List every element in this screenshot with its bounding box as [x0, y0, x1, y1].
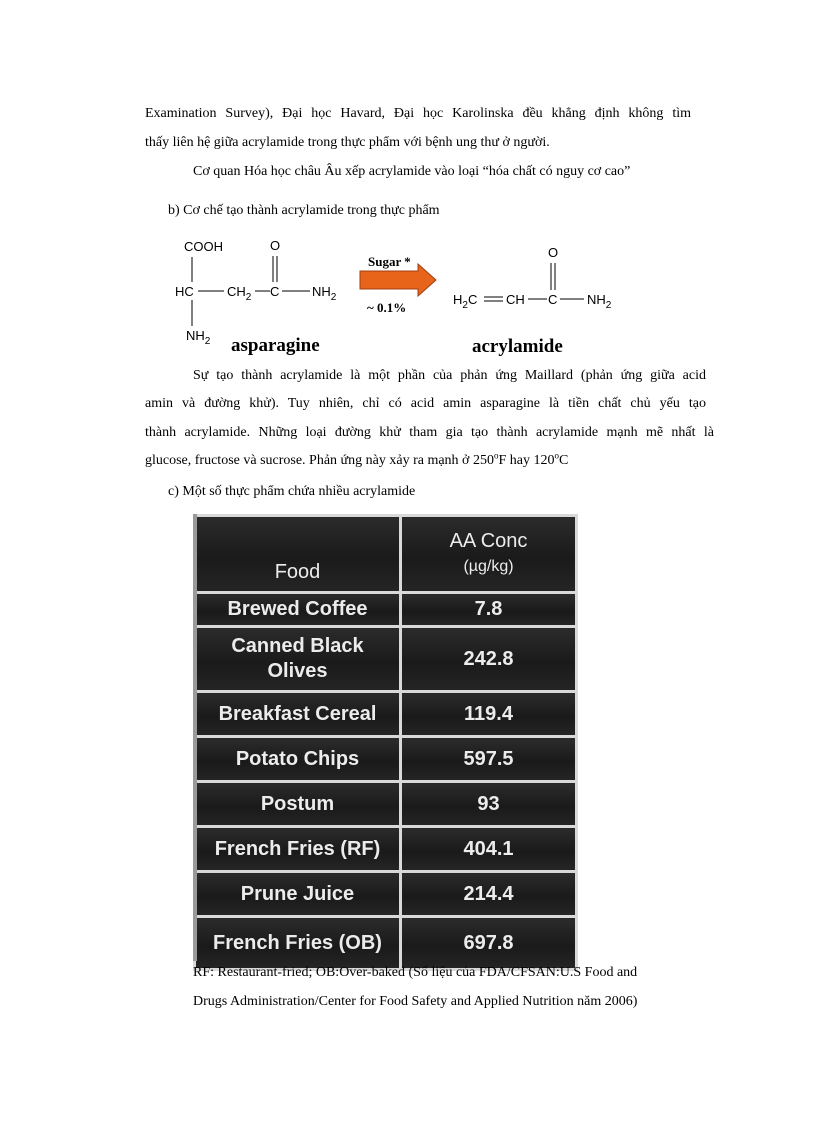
degree-sup: o	[493, 450, 499, 461]
nh2-right-sub: 2	[605, 300, 612, 311]
text-segment: glucose, fructose và sucrose. Phản ứng này xảy ra mạnh ở 250	[145, 453, 494, 468]
arrow-bottom-label: ~ 0.1%	[367, 300, 407, 315]
table-note-line: Drugs Administration/Center for Food Safety and Applied Nutrition năm 2006)	[193, 994, 638, 1009]
food-cell: Breakfast Cereal	[195, 692, 401, 737]
c-right-label: C	[548, 292, 558, 307]
text-segment: F hay 120	[498, 453, 555, 468]
nh2-bottom-label: NH	[186, 328, 205, 343]
nh2-right-label: NH	[587, 292, 606, 307]
table-left-edge	[193, 514, 197, 961]
conc-cell: 404.1	[401, 827, 577, 872]
table-row	[195, 692, 577, 737]
conc-cell: 214.4	[401, 872, 577, 917]
food-cell: Potato Chips	[195, 737, 401, 782]
paragraph-line	[145, 450, 569, 469]
paragraph-line: Examination Survey), Đại học Havard, Đại học Karolinska đều khẳng định không tìm	[145, 106, 691, 121]
reaction-diagram	[160, 232, 630, 362]
header-food: Food	[195, 516, 401, 593]
food-cell: French Fries (RF)	[195, 827, 401, 872]
food-cell: Prune Juice	[195, 872, 401, 917]
svg-text:CH2	[227, 284, 252, 303]
table-row	[195, 872, 577, 917]
food-cell: Brewed Coffee	[195, 593, 401, 627]
table-header-row	[195, 516, 577, 593]
header-conc-unit: (µg/kg)	[463, 558, 514, 575]
h2c-sub: 2	[462, 300, 468, 311]
section-heading-b: b) Cơ chế tạo thành acrylamide trong thực phẩm	[168, 203, 440, 218]
o-label: O	[270, 238, 281, 253]
degree-sup: o	[554, 450, 559, 461]
acrylamide-table	[193, 514, 578, 971]
table-row	[195, 593, 577, 627]
conc-cell: 119.4	[401, 692, 577, 737]
ch2-sub: 2	[245, 292, 252, 303]
nh2-sub: 2	[330, 292, 337, 303]
svg-text:NH2	[312, 284, 337, 303]
food-cell: French Fries (OB)	[195, 917, 401, 970]
food-cell: Postum	[195, 782, 401, 827]
conc-cell: 597.5	[401, 737, 577, 782]
paragraph-line: thấy liên hệ giữa acrylamide trong thực phẩm với bệnh ung thư ở người.	[145, 135, 550, 150]
paragraph-line: amin và đường khử). Tuy nhiên, chỉ có acid amin asparagine là tiền chất chủ yếu tạo	[145, 396, 706, 411]
header-conc	[401, 516, 577, 593]
section-heading-c: c) Một số thực phẩm chứa nhiều acrylamide	[168, 484, 416, 499]
table-row	[195, 737, 577, 782]
nh2-label: NH	[312, 284, 331, 299]
table-row	[195, 917, 577, 970]
conc-cell: 242.8	[401, 627, 577, 692]
ch-label: CH	[506, 292, 525, 307]
conc-cell: 7.8	[401, 593, 577, 627]
cooh-label: COOH	[184, 239, 223, 254]
acrylamide-label: acrylamide	[472, 336, 563, 357]
h2c-label: H	[453, 292, 463, 307]
arrow-top-label: Sugar *	[368, 254, 411, 269]
o-right-label: O	[548, 245, 559, 260]
paragraph-line: Cơ quan Hóa học châu Âu xếp acrylamide vào loại “hóa chất có nguy cơ cao”	[193, 164, 631, 179]
asparagine-label: asparagine	[231, 335, 320, 356]
table-row	[195, 782, 577, 827]
table-row	[195, 827, 577, 872]
svg-text:H2C	[453, 292, 477, 311]
h2c-c: C	[467, 292, 478, 307]
hc-label: HC	[175, 284, 194, 299]
conc-cell: 697.8	[401, 917, 577, 970]
text-segment: C	[558, 453, 569, 468]
paragraph-line: thành acrylamide. Những loại đường khử tham gia tạo thành acrylamide mạnh mẽ nhất là	[145, 425, 714, 440]
nh2-bottom-sub: 2	[204, 336, 211, 347]
table-note-line: RF: Restaurant-fried; OB:Over-baked (Số liệu của FDA/CFSAN:U.S Food and	[193, 965, 638, 980]
paragraph-line: Sự tạo thành acrylamide là một phần của phản ứng Maillard (phản ứng giữa acid	[193, 368, 706, 383]
reaction-scheme	[160, 232, 630, 362]
table-row	[195, 627, 577, 692]
conc-cell: 93	[401, 782, 577, 827]
svg-text:NH2	[186, 328, 211, 347]
ch2-label: CH	[227, 284, 246, 299]
header-conc-label: AA Conc	[449, 530, 528, 552]
c-label: C	[270, 284, 280, 299]
food-cell: Canned Black Olives	[195, 627, 401, 692]
svg-text:NH2	[587, 292, 612, 311]
